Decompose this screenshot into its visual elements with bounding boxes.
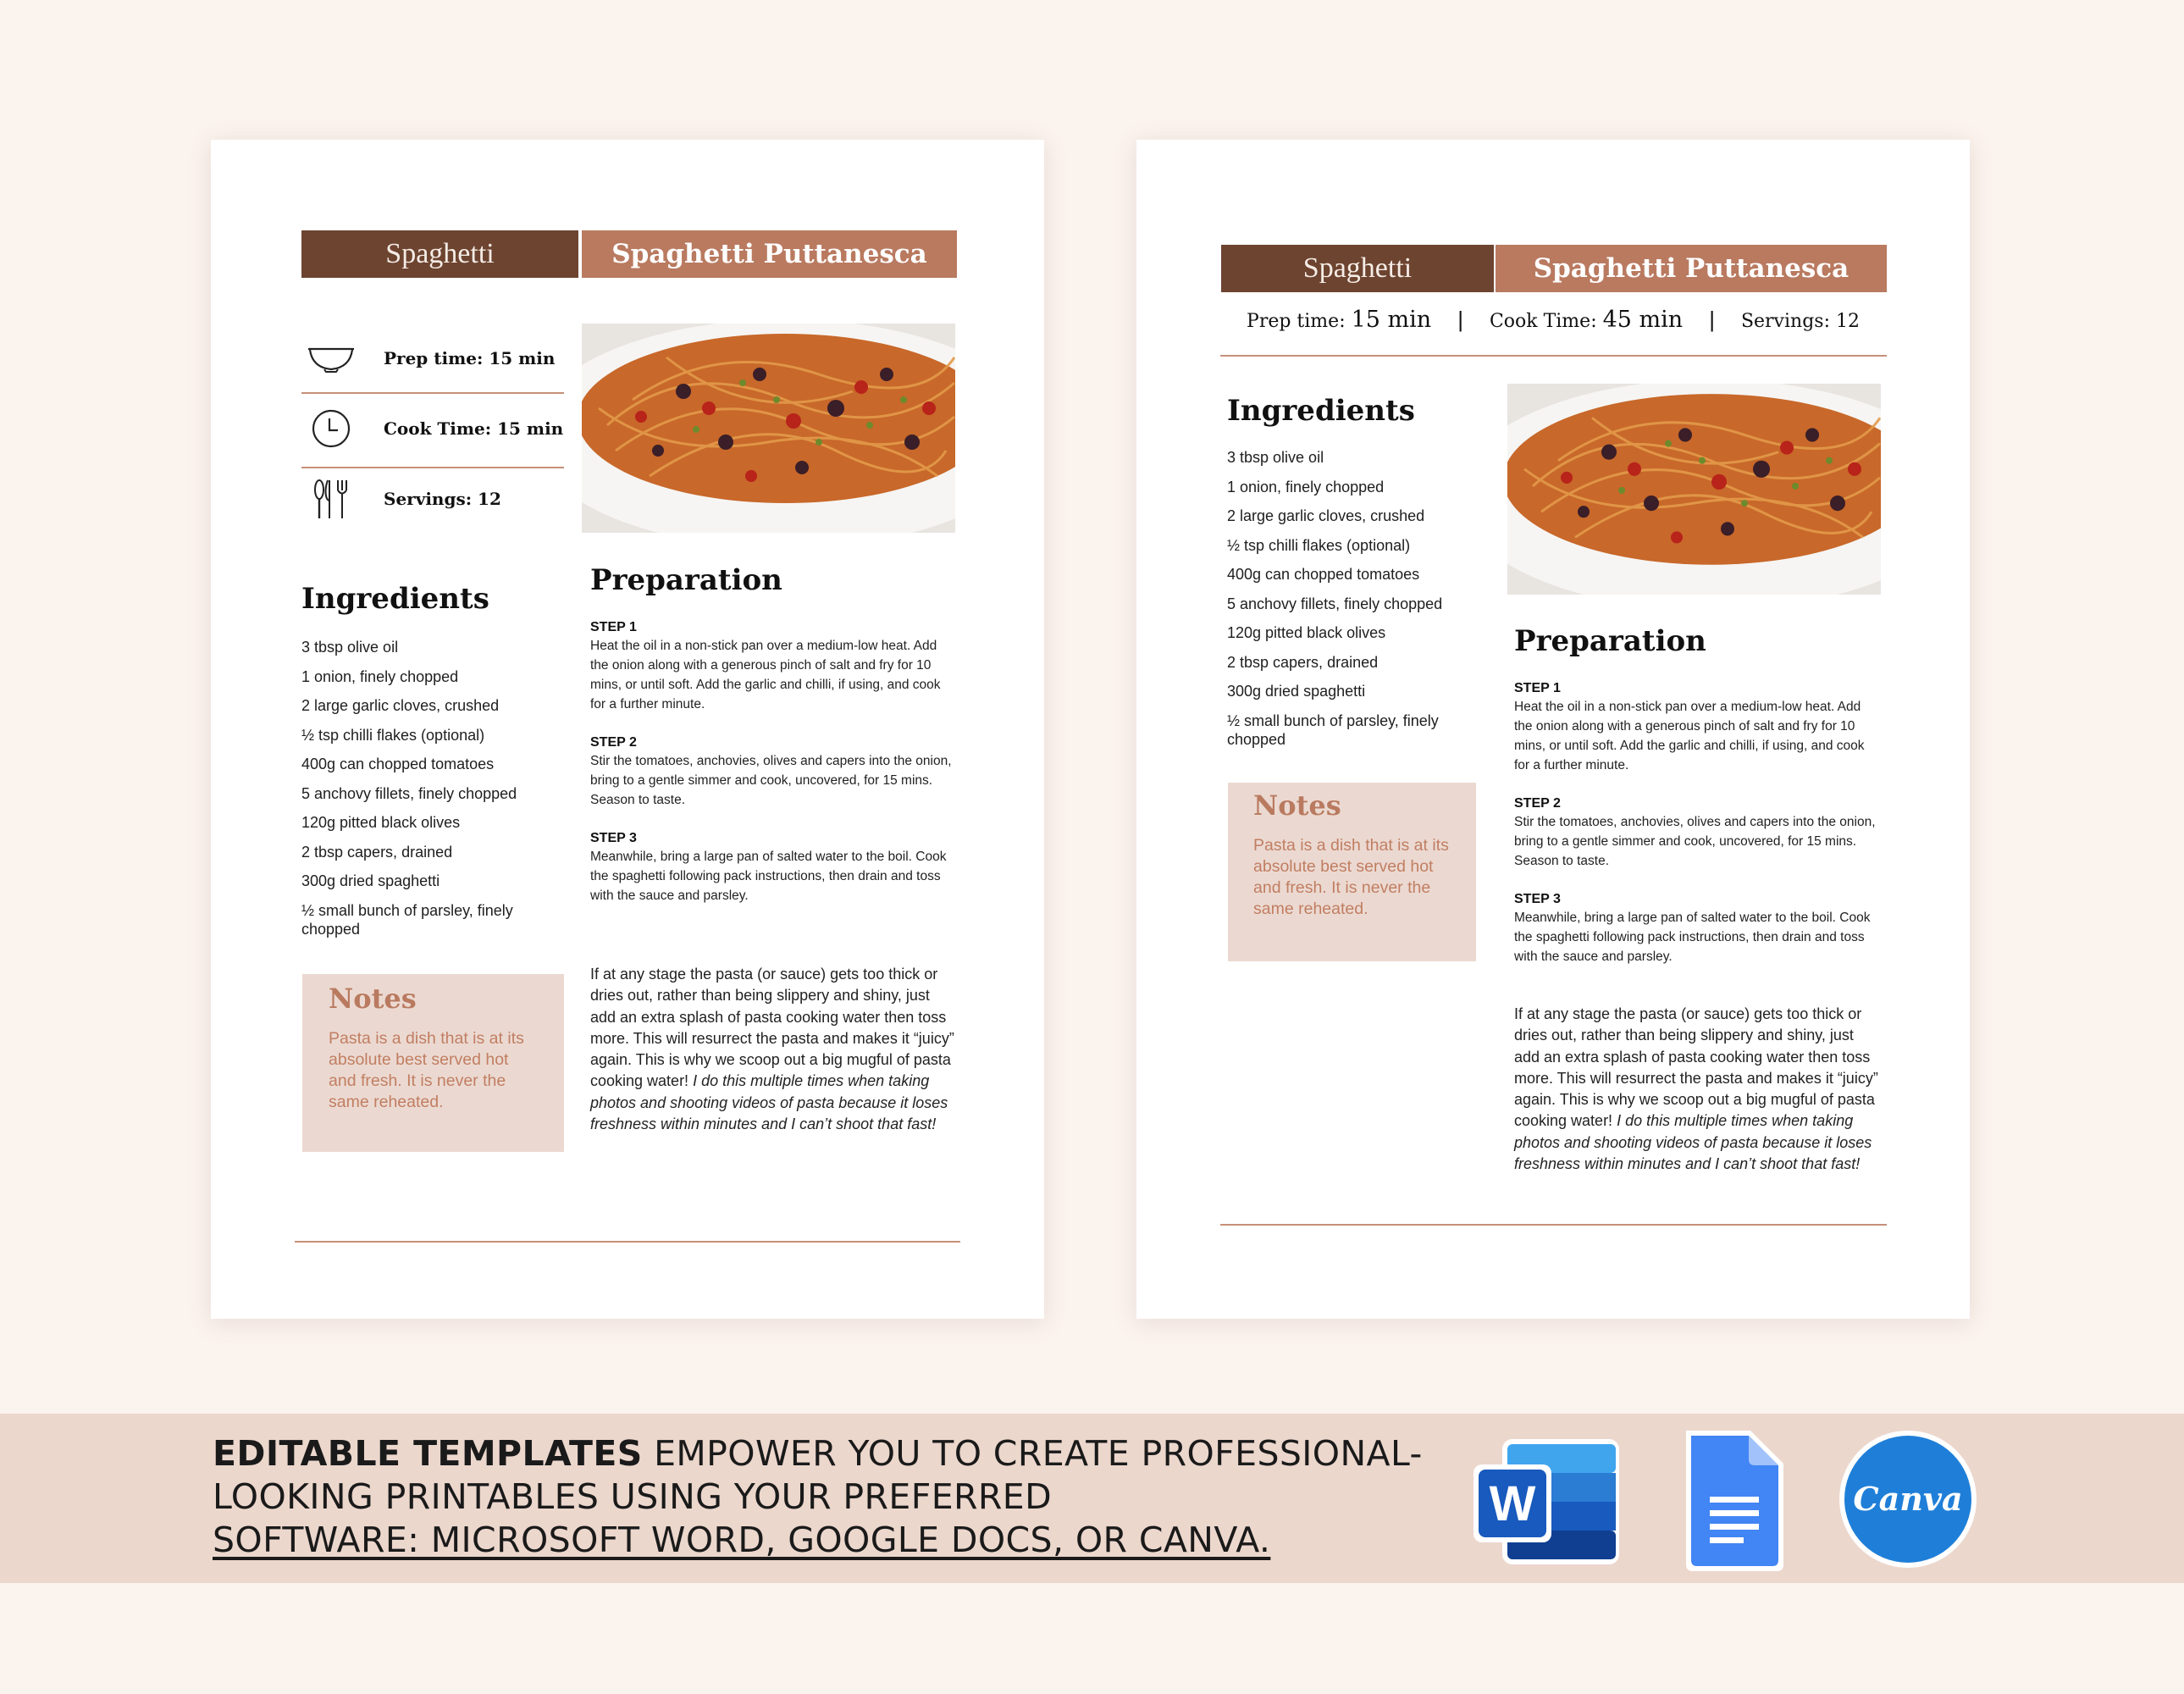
notes-box [302,974,564,1152]
tip-italic: I do this multiple times when taking photos and shooting videos of pasta because it loses freshness within minutes and I can’t shoot that fast! [1514,1112,1872,1173]
cook-time-text: Cook Time: 15 min [384,418,564,439]
recipe-page-layout-1 [211,140,1044,1319]
ingredient-item: 3 tbsp olive oil [1227,449,1324,466]
preparation-heading: Preparation [1514,624,1706,658]
ingredient-item: 2 tbsp capers, drained [1227,653,1379,671]
ingredient-item: 5 anchovy fillets, finely chopped [1227,595,1443,612]
ingredient-item: 120g pitted black olives [1227,624,1386,641]
word-letter: W [1489,1476,1536,1531]
servings-label: Servings: [1740,311,1830,332]
preparation-steps [590,619,956,926]
ingredient-item: 5 anchovy fillets, finely chopped [301,784,517,802]
ingredient-item: 400g can chopped tomatoes [301,756,495,772]
pasta-photo [1507,384,1881,595]
separator: | [1709,307,1715,332]
step-text: Stir the tomatoes, anchovies, olives and capers into the onion, bring to a gentle simmer and cook, uncovered, for 15 mins. Season to taste. [1514,815,1876,868]
cook-value: 45 min [1602,307,1684,333]
footer-rule [1220,1224,1887,1226]
step-title: STEP 3 [1514,892,1561,906]
ingredient-item: 120g pitted black olives [301,814,461,831]
ingredients-heading: Ingredients [301,582,489,616]
tip-text: If at any stage the pasta (or sauce) gets too thick or dries out, rather than being slippery and shiny, just add an extra splash of pasta cooking water then toss more. This will resurrect the pasta and makes it “juicy” again. This is why we scoop out a big mugful of pasta cooking water! [1514,1005,1878,1130]
step-title: STEP 2 [1514,796,1561,811]
step-title: STEP 2 [590,735,637,750]
cutlery-icon [301,478,361,520]
ingredient-item: 400g can chopped tomatoes [1227,566,1420,583]
banner-text [213,1432,1466,1562]
servings-text: Servings: 12 [384,489,501,509]
title-band [1496,245,1887,292]
prep-time-row [301,324,564,393]
notes-heading: Notes [329,983,417,1015]
notes-heading: Notes [1253,789,1341,822]
ingredient-item: ½ small bunch of parsley, finely chopped [1227,711,1439,748]
servings-row [301,464,564,534]
banner-underlined-text: SOFTWARE: MICROSOFT WORD, GOOGLE DOCS, OR CANVA. [213,1520,1271,1560]
servings-value: 12 [1835,311,1860,332]
prep-value: 15 min [1351,307,1432,333]
tip-italic: I do this multiple times when taking photos and shooting videos of pasta because it loses freshness within minutes and I can’t shoot that fast! [590,1072,948,1133]
ingredient-item: 1 onion, finely chopped [301,667,459,685]
prep-label: Prep time: [1247,311,1346,332]
google-docs-icon[interactable] [1681,1429,1787,1577]
cook-label: Cook Time: [1489,311,1597,332]
recipe-title: Spaghetti Puttanesca [1533,253,1849,284]
ingredient-item: 2 large garlic cloves, crushed [301,697,500,714]
step-title: STEP 1 [590,620,637,634]
canva-wordmark: Canva [1853,1480,1963,1518]
banner-bold-text: EDITABLE TEMPLATES [213,1433,643,1474]
notes-text: Pasta is a dish that is at its absolute best served hot and fresh. It is never the same reheated. [1253,836,1449,918]
ingredient-item: ½ small bunch of parsley, finely chopped [301,901,513,938]
ingredient-item: ½ tsp chilli flakes (optional) [301,726,485,744]
ingredients-heading: Ingredients [1227,394,1415,428]
separator: | [1457,307,1463,332]
ingredient-item: 2 tbsp capers, drained [301,843,453,861]
step-text: Stir the tomatoes, anchovies, olives and capers into the onion, bring to a gentle simmer and cook, uncovered, for 15 mins. Season to taste. [590,754,952,807]
category-label: Spaghetti [1302,252,1413,284]
step-title: STEP 3 [590,831,637,845]
clock-icon [301,408,361,449]
recipe-title: Spaghetti Puttanesca [611,239,927,269]
meta-line [1136,307,1970,333]
cook-time-row [301,394,564,463]
tip-text: If at any stage the pasta (or sauce) gets too thick or dries out, rather than being slippery and shiny, just add an extra splash of pasta cooking water then toss more. This will resurrect the pasta and makes it “juicy” again. This is why we scoop out a big mugful of pasta cooking water! [590,966,954,1090]
bowl-icon [301,344,361,373]
step-text: Meanwhile, bring a large pan of salted water to the boil. Cook the spaghetti following pack instructions, then drain and toss with the sauce and parsley. [1514,911,1871,964]
ingredient-item: ½ tsp chilli flakes (optional) [1227,536,1411,554]
step-text: Heat the oil in a non-stick pan over a medium-low heat. Add the onion along with a generous pinch of salt and fry for 10 mins, or until soft. Add the garlic and chilli, if using, and cook for a further minute. [590,639,941,711]
prep-time-text: Prep time: 15 min [384,348,556,368]
notes-box [1228,783,1476,961]
preparation-steps [1514,680,1880,987]
ingredient-item: 3 tbsp olive oil [301,639,399,656]
banner-body-text: EMPOWER YOU TO CREATE PROFESSIONAL-LOOKING PRINTABLES USING YOUR PREFERRED [213,1433,1423,1517]
category-band [1221,245,1494,292]
tip-paragraph [590,964,954,1135]
ingredient-item: 300g dried spaghetti [1227,683,1366,700]
header-rule [1220,355,1887,357]
ingredient-item: 2 large garlic cloves, crushed [1227,507,1425,524]
pasta-photo [582,324,955,533]
step-title: STEP 1 [1514,681,1561,695]
promo-banner [0,1414,2184,1583]
preparation-heading: Preparation [590,563,782,597]
tip-paragraph [1514,1004,1878,1175]
category-label: Spaghetti [385,238,495,269]
ingredient-item: 1 onion, finely chopped [1227,478,1385,495]
ingredient-item: 300g dried spaghetti [301,872,440,889]
footer-rule [295,1241,960,1243]
ingredients-list [1227,448,1468,759]
ingredients-list [301,638,547,949]
canva-icon[interactable] [1838,1429,1978,1574]
step-text: Meanwhile, bring a large pan of salted water to the boil. Cook the spaghetti following pack instructions, then drain and toss with the sauce and parsley. [590,850,947,903]
microsoft-word-icon[interactable] [1472,1434,1624,1574]
recipe-page-layout-2 [1136,140,1970,1319]
notes-text: Pasta is a dish that is at its absolute best served hot and fresh. It is never the same reheated. [329,1029,524,1111]
step-text: Heat the oil in a non-stick pan over a medium-low heat. Add the onion along with a generous pinch of salt and fry for 10 mins, or until soft. Add the garlic and chilli, if using, and cook for a further minute. [1514,700,1865,772]
category-band [301,230,578,278]
title-band [582,230,957,278]
